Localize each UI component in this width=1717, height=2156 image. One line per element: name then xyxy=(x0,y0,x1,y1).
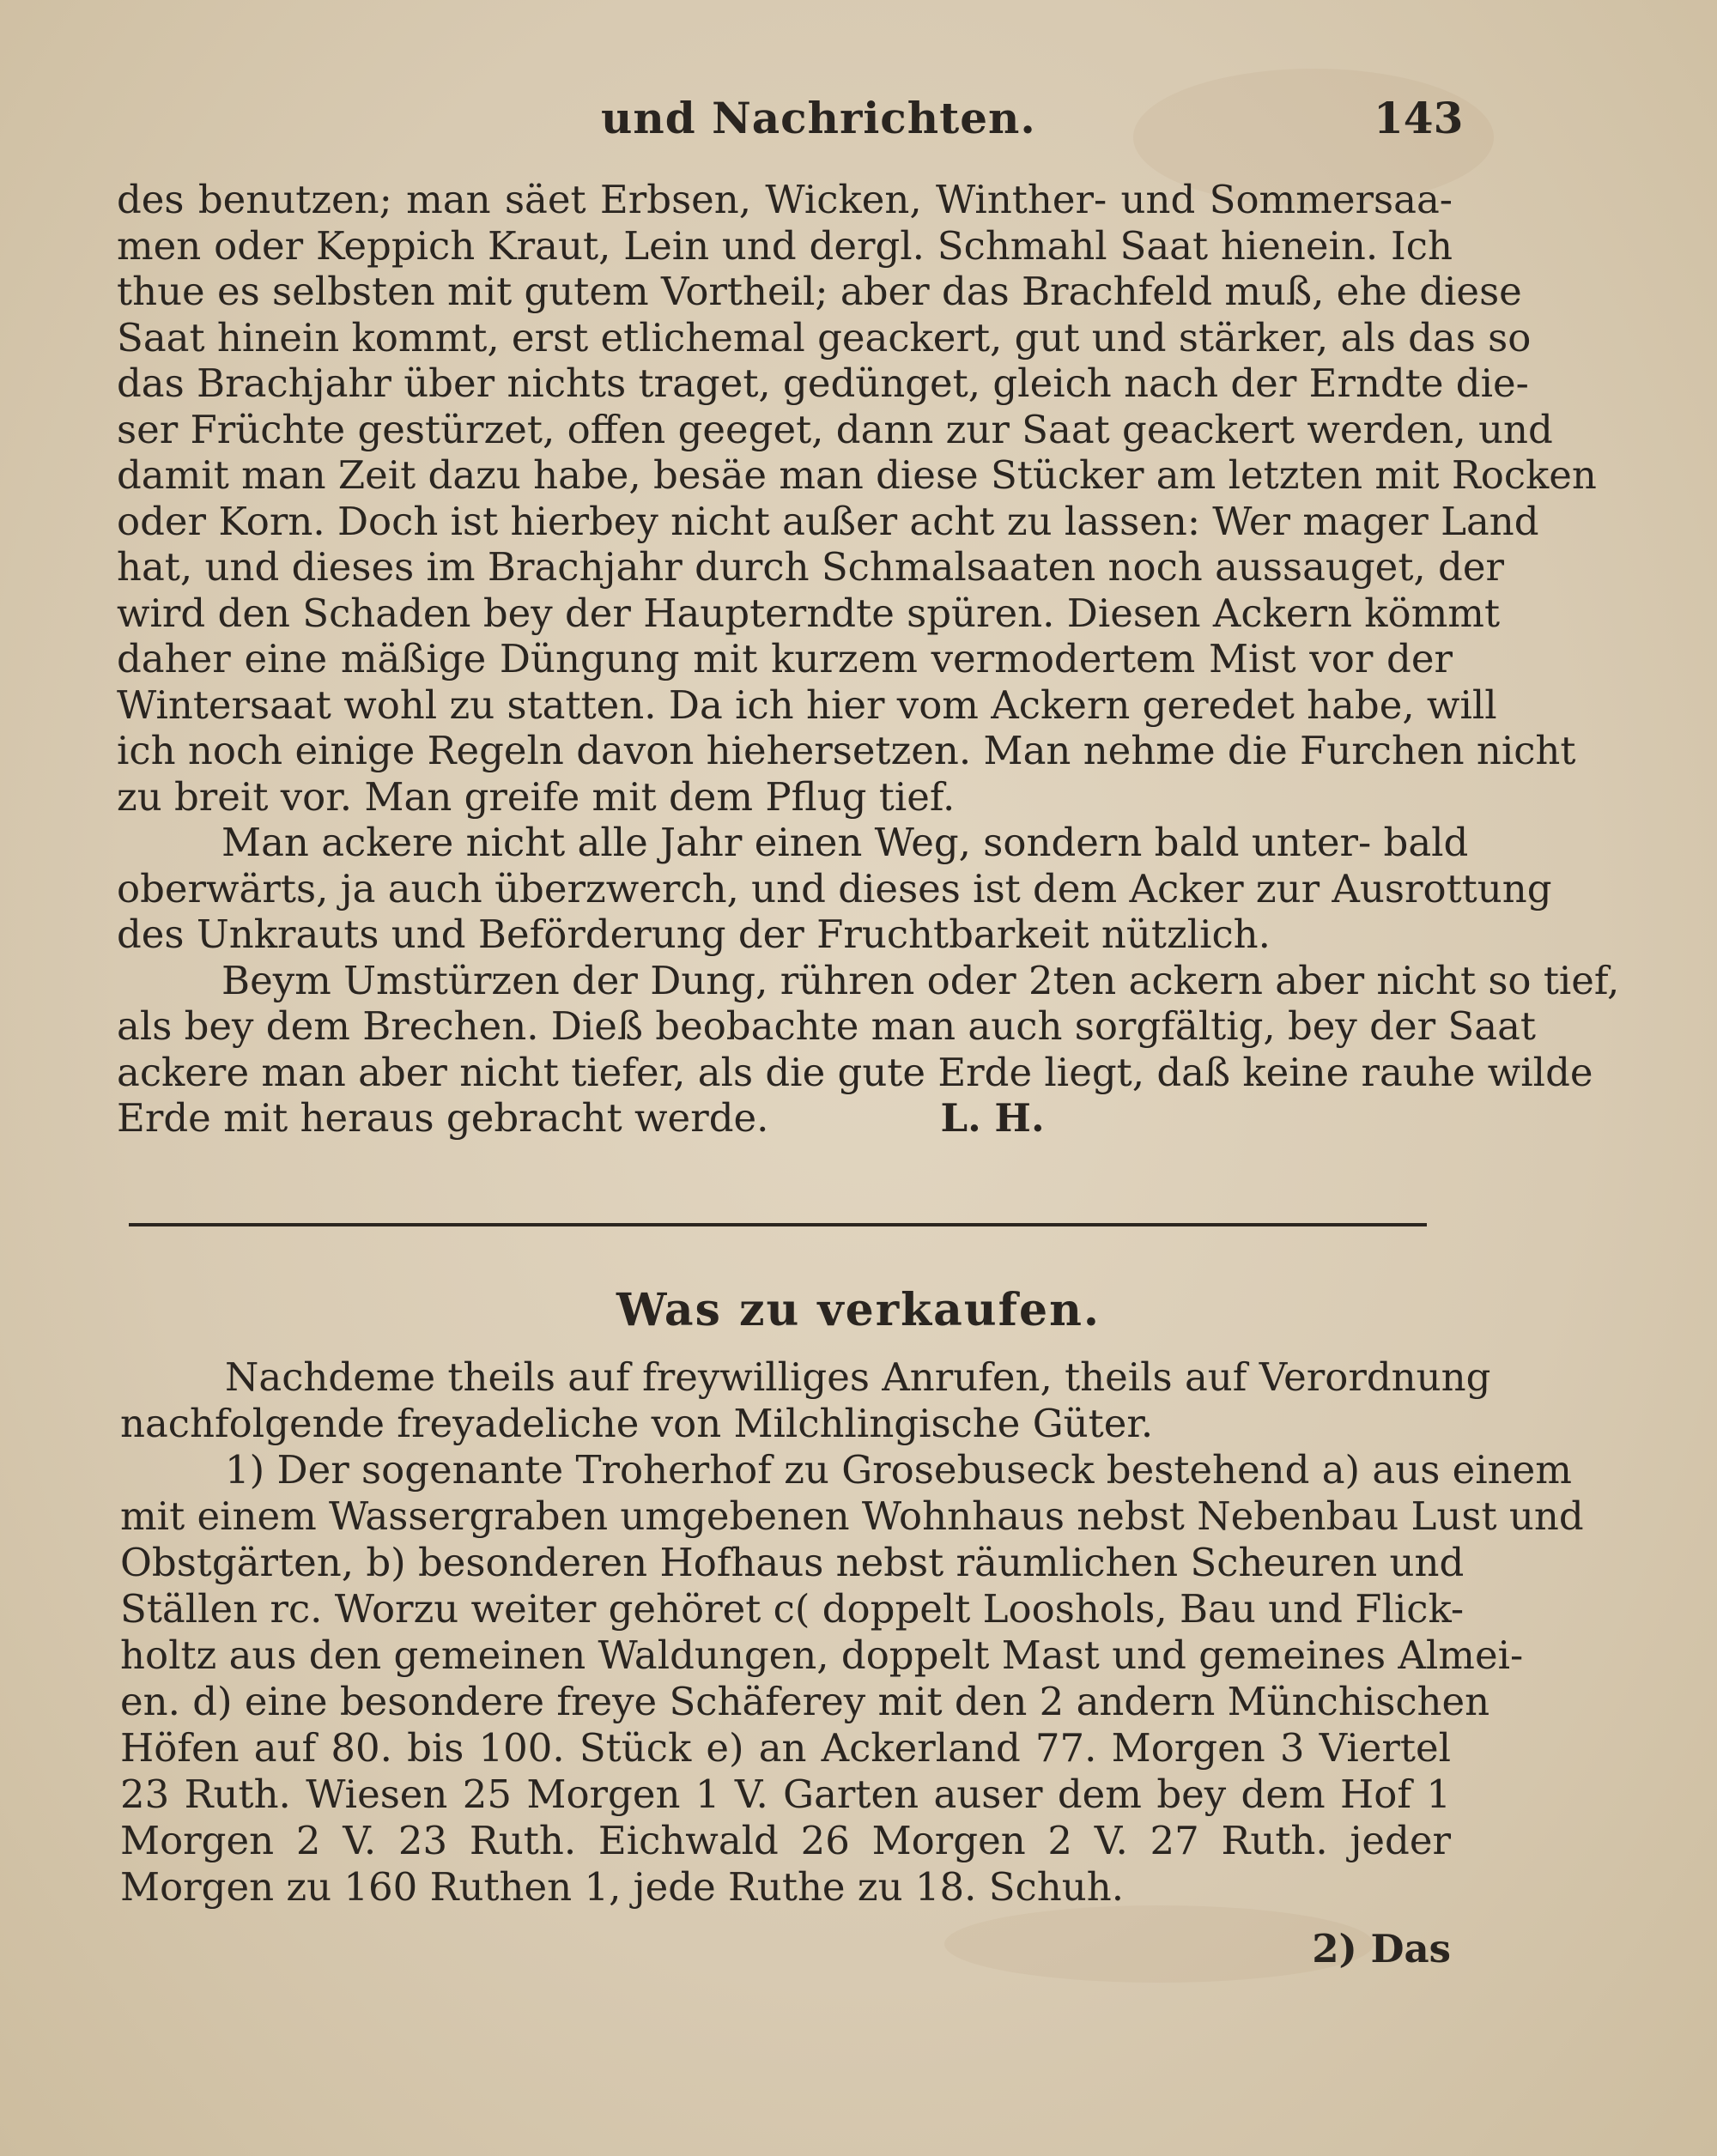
author-signature: L. H. xyxy=(940,1095,1045,1141)
text-line: 1) Der sogenante Troherhof zu Grosebuseck bestehend a) aus einem xyxy=(225,1447,1572,1493)
catchword: 2) Das xyxy=(1312,1926,1451,1971)
text-line: thue es selbsten mit gutem Vortheil; aber das Brachfeld muß, ehe diese xyxy=(117,269,1522,314)
text-line: 23 Ruth. Wiesen 25 Morgen 1 V. Garten auser dem bey dem Hof 1 xyxy=(120,1771,1451,1817)
text-line: Morgen zu 160 Ruthen 1, jede Ruthe zu 18. Schuh. xyxy=(120,1864,1125,1910)
text-line: ser Früchte gestürzet, offen geeget, dann zur Saat geackert werden, und xyxy=(117,406,1553,452)
text-line: nachfolgende freyadeliche von Milchlingische Güter. xyxy=(120,1401,1154,1446)
text-line: des benutzen; man säet Erbsen, Wicken, Winther- und Sommersaa- xyxy=(117,177,1453,222)
text-line: Höfen auf 80. bis 100. Stück e) an Ackerland 77. Morgen 3 Viertel xyxy=(120,1725,1451,1771)
text-line: des Unkrauts und Beförderung der Fruchtbarkeit nützlich. xyxy=(117,911,1271,957)
text-line: Nachdeme theils auf freywilliges Anrufen, theils auf Verordnung xyxy=(225,1354,1491,1400)
text-line: Obstgärten, b) besonderen Hofhaus nebst räumlichen Scheuren und xyxy=(120,1540,1465,1585)
text-line: Saat hinein kommt, erst etlichemal geackert, gut und stärker, als das so xyxy=(117,314,1532,360)
text-line: wird den Schaden bey der Haupterndte spüren. Diesen Ackern kömmt xyxy=(117,590,1501,636)
text-line-content: Erde mit heraus gebracht werde. xyxy=(117,1095,769,1141)
section-title: Was zu verkaufen. xyxy=(616,1284,1101,1336)
text-line: Morgen 2 V. 23 Ruth. Eichwald 26 Morgen 2 V. 27 Ruth. jeder xyxy=(120,1818,1451,1863)
text-line: das Brachjahr über nichts traget, gedünget, gleich nach der Erndte die- xyxy=(117,360,1529,406)
text-line: Beym Umstürzen der Dung, rühren oder 2ten ackern aber nicht so tief, xyxy=(221,957,1620,1003)
sale-notice-body xyxy=(120,1354,1584,1911)
text-line: ich noch einige Regeln davon hiehersetzen. Man nehme die Furchen nicht xyxy=(117,728,1576,773)
text-line: men oder Keppich Kraut, Lein und dergl. Schmahl Saat hienein. Ich xyxy=(117,222,1453,269)
text-line: daher eine mäßige Düngung mit kurzem vermodertem Mist vor der xyxy=(117,636,1453,681)
text-line: Man ackere nicht alle Jahr einen Weg, sondern bald unter- bald xyxy=(221,820,1469,865)
text-line: Wintersaat wohl zu statten. Da ich hier vom Ackern geredet habe, will xyxy=(117,681,1497,728)
text-line: holtz aus den gemeinen Waldungen, doppelt Mast und gemeines Almei- xyxy=(120,1632,1524,1678)
text-line: Ställen rc. Worzu weiter gehöret c( doppelt Looshols, Bau und Flick- xyxy=(120,1586,1465,1632)
text-line: oder Korn. Doch ist hierbey nicht außer acht zu lassen: Wer mager Land xyxy=(117,498,1539,544)
text-line: mit einem Wassergraben umgebenen Wohnhaus nebst Nebenbau Lust und xyxy=(120,1493,1584,1539)
text-line: als bey dem Brechen. Dieß beobachte man auch sorgfältig, bey der Saat xyxy=(117,1003,1536,1049)
text-line: ackere man aber nicht tiefer, als die gute Erde liegt, daß keine rauhe wilde xyxy=(117,1049,1593,1095)
article-body xyxy=(117,177,1620,1142)
page-number: 143 xyxy=(1374,93,1464,143)
text-line: oberwärts, ja auch überzwerch, und dieses ist dem Acker zur Ausrottung xyxy=(117,865,1552,911)
running-head: und Nachrichten. xyxy=(601,93,1036,143)
text-line xyxy=(117,1095,1453,1142)
text-line: zu breit vor. Man greife mit dem Pflug tief. xyxy=(117,773,956,820)
text-line: en. d) eine besondere freye Schäferey mit den 2 andern Münchischen xyxy=(120,1679,1490,1724)
text-line: hat, und dieses im Brachjahr durch Schmalsaaten noch aussauget, der xyxy=(117,544,1504,590)
text-line: damit man Zeit dazu habe, besäe man diese Stücker am letzten mit Rocken xyxy=(117,452,1597,498)
section-divider xyxy=(129,1223,1427,1226)
